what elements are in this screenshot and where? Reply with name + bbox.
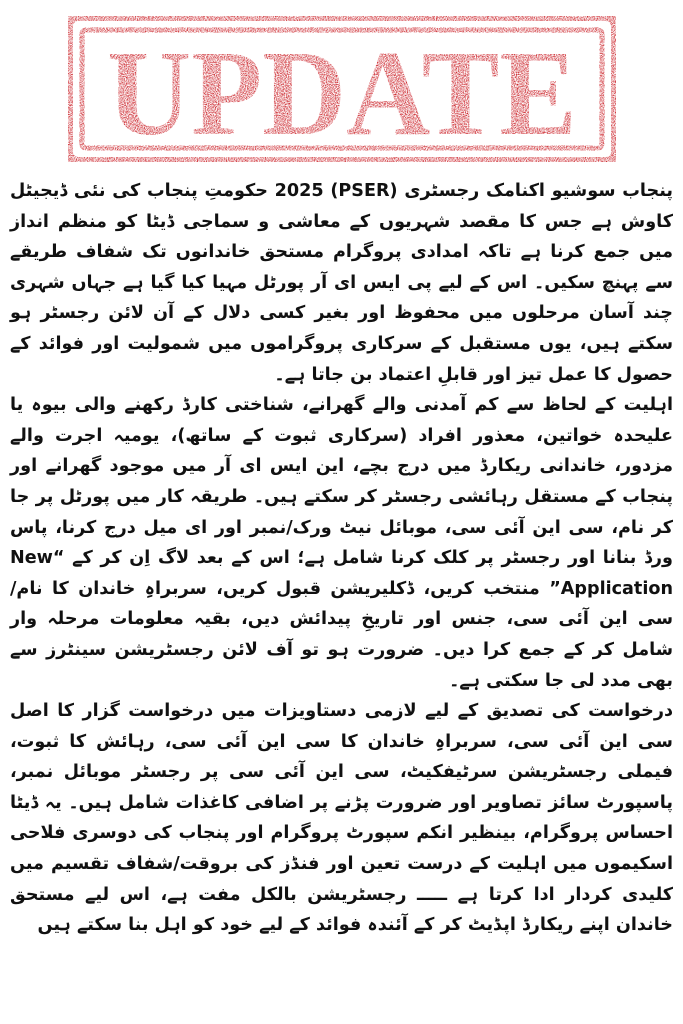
stamp-text: UPDATE [107,26,577,161]
paragraph-eligibility-process: اہلیت کے لحاظ سے کم آمدنی والے گھرانے، شناختی کارڈ رکھنے والی بیوہ یا علیحدہ خواتین، معذور افراد (سرکاری ثبوت کے ساتھ)، یومیہ اجرت والے مزدور، خاندانی ریکارڈ میں درج بچے، این ایس ای آر میں موجود گھرانے اور پنجاب کے مستقل رہائشی رجسٹر کر سکتے ہیں۔ طریقہ کار میں پورٹل پر جا کر نام، سی این آئی سی، موبائل نیٹ ورک/نمبر اور ای میل درج کرنا، پاس ورڈ بنانا اور رجسٹر پر کلک کرنا شامل ہے؛ اس کے بعد لاگ اِن کر کے “New Application” منتخب کریں، ڈکلیریشن قبول کریں، سربراہِ خاندان کا نام/سی این آئی سی، جنس اور تاریخِ پیدائش دیں، بقیہ معلومات مرحلہ وار شامل کر کے جمع کرا دیں۔ ضرورت ہو تو آف لائن رجسٹریشن سینٹرز سے بھی مدد لی جا سکتی ہے۔ [10,395,673,691]
update-stamp-banner [62,10,622,168]
paragraph-documents: درخواست کی تصدیق کے لیے لازمی دستاویزات میں درخواست گزار کا اصل سی این آئی سی، سربراہِ خاندان کا سی این آئی سی، رہائش کا ثبوت، فیملی رجسٹریشن سرٹیفکیٹ، سی این آئی سی پر رجسٹر موبائل نمبر، پاسپورٹ سائز تصاویر اور ضرورت پڑنے پر اضافی کاغذات شامل ہیں۔ یہ ڈیٹا احساس پروگرام، بینظیر انکم سپورٹ پروگرام اور پنجاب کی دوسری فلاحی اسکیموں میں اہلیت کے درست تعین اور فنڈز کی بروقت/شفاف تقسیم میں کلیدی کردار ادا کرتا ہے ـــــ رجسٹریشن بالکل مفت ہے، اس لیے مستحق خاندان اپنے ریکارڈ اپڈیٹ کر کے آئندہ فوائد کے لیے خود کو اہل بنا سکتے ہیں [10,701,673,936]
paragraph-intro: پنجاب سوشیو اکنامک رجسٹری (PSER) 2025 حکومتِ پنجاب کی نئی ڈیجیٹل کاوش ہے جس کا مقصد شہریوں کے معاشی و سماجی ڈیٹا کو منظم انداز میں جمع کرنا ہے تاکہ امدادی پروگرام مستحق خاندانوں تک شفاف طریقے سے پہنچ سکیں۔ اس کے لیے پی ایس ای آر پورٹل مہیا کیا گیا ہے جہاں شہری چند آسان مرحلوں میں محفوظ اور بغیر کسی دلال کے آن لائن رجسٹر ہو سکتے ہیں، یوں مستقبل کے سرکاری پروگراموں میں شمولیت اور فوائد کے حصول کا عمل تیز اور قابلِ اعتماد بن جاتا ہے۔ [10,181,674,385]
article-body [10,176,673,941]
update-stamp-graphic [62,10,622,168]
